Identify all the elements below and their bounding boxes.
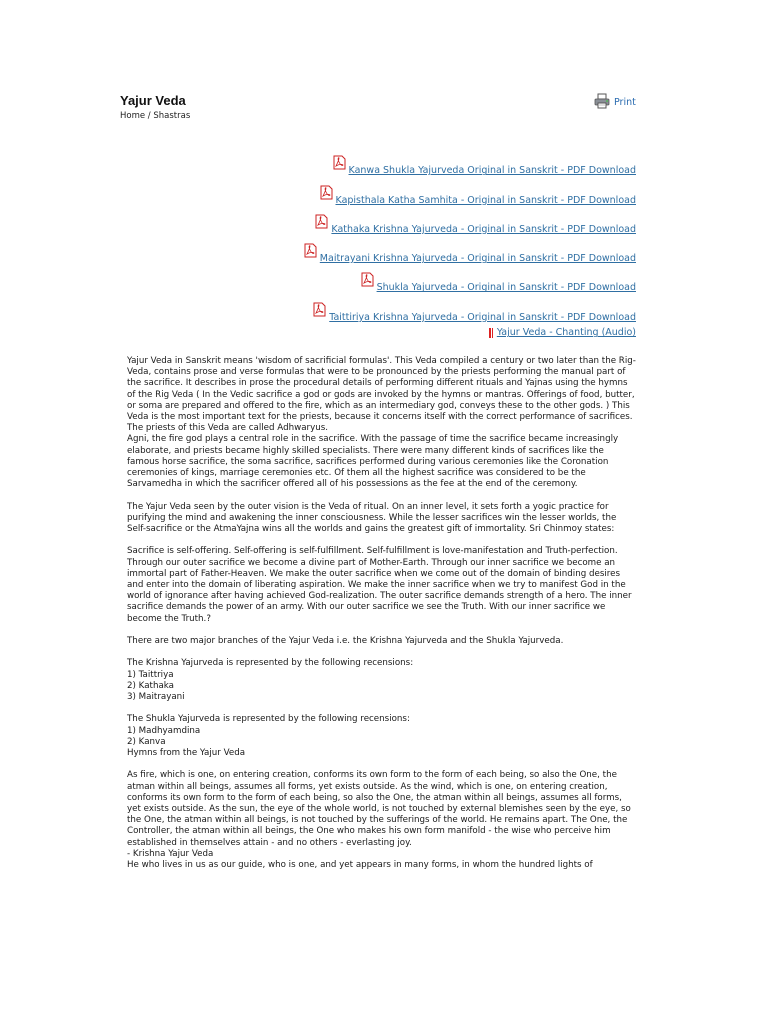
paragraph: There are two major branches of the Yajur Veda i.e. the Krishna Yajurveda and the Shukla Yajurveda.: [127, 636, 564, 647]
list-intro: The Krishna Yajurveda is represented by the following recensions:: [127, 658, 414, 669]
list-intro: The Shukla Yajurveda is represented by the following recensions:: [127, 714, 410, 725]
download-item: [116, 147, 636, 176]
pdf-icon: [361, 272, 374, 291]
pdf-icon: [333, 155, 346, 174]
quote-paragraph: Sacrifice is self-offering. Self-offering is self-fulfillment. Self-fulfillment is love-manifestation and Truth-perfection. Through our outer sacrifice we become a divine part of Mother-Earth. Through our inner sacrifice we become an immortal part of Father-Heaven. We make the outer sacrifice when we come out of the domain of binding desires and enter into the domain of liberating aspiration. We make the inner sacrifice when we try to manifest God in the world of ignorance after having achieved God-realization. The outer sacrifice demands strength of a hero. The inner sacrifice demands the power of an army. With our outer sacrifice we see the Truth. With our inner sacrifice we become the Truth.?: [127, 546, 632, 624]
pdf-icon: [315, 214, 328, 233]
hymn-paragraph: [127, 770, 637, 871]
recension-list-krishna: [127, 658, 637, 703]
download-link-kathaka[interactable]: Kathaka Krishna Yajurveda - Original in Sanskrit - PDF Download: [331, 223, 636, 235]
paragraph: Yajur Veda in Sanskrit means 'wisdom of sacrificial formulas'. This Veda compiled a century or two later than the Rig-Veda, contains prose and verse formulas that were to be pronounced by the priests performing the manual part of the sacrifice. It describes in prose the procedural details of performing different rituals and Yajnas using the hymns of the Rig Veda ( In the Vedic sacrifice a god or gods are invoked by the hymns or mantras. Offerings of food, butter, or soma are prepared and offered to the fire, which as an intermediary god, conveys these to the other gods. ) This Veda is the most important text for the priests, because it concerns itself with the correct performance of sacrifices. The priests of this Veda are called Adhwaryus.: [127, 356, 636, 434]
download-link-kanwa[interactable]: Kanwa Shukla Yajurveda Original in Sanskrit - PDF Download: [348, 165, 636, 177]
download-item: [116, 176, 636, 205]
hymn-source: - Krishna Yajur Veda: [127, 848, 214, 859]
audio-icon: [489, 328, 491, 338]
paragraph: Agni, the fire god plays a central role in the sacrifice. With the passage of time the sacrifice became increasingly elaborate, and priests became highly skilled specialists. There were many different kinds of sacrifices like the famous horse sacrifice, the soma sacrifice, sacrifices performed during various ceremonies like the Coronation ceremonies of kings, marriage ceremonies etc. Of them all the highest sacrifice was considered to be the Sarvamedha in which the sacrificer offered all of his possessions as the fee at the end of the ceremony.: [127, 434, 619, 490]
download-link-kapisthala[interactable]: Kapisthala Katha Samhita - Original in Sanskrit - PDF Download: [335, 194, 636, 206]
list-item: 2) Kathaka: [127, 680, 174, 691]
pdf-icon: [304, 243, 317, 262]
download-link-maitrayani[interactable]: Maitrayani Krishna Yajurveda - Original in Sanskrit - PDF Download: [319, 253, 636, 265]
article-body: [127, 356, 637, 871]
download-item: [116, 264, 636, 293]
paragraph: The Yajur Veda seen by the outer vision is the Veda of ritual. On an inner level, it sets forth a yogic practice for purifying the mind and awakening the inner consciousness. While the lesser sacrifices win the lesser worlds, the Self-sacrifice or the AtmaYajna wins all the worlds and gains the greatest gift of immortality. Sri Chinmoy states:: [127, 501, 617, 535]
hymn-text: As fire, which is one, on entering creation, conforms its own form to the form of each being, so also the One, the atman within all beings, assumes all forms, yet exists outside. As the wind, which is one, on entering creation, conforms its own form to the form of each being, so also the One, the atman within all beings, assumes all forms, yet exists outside. As the sun, the eye of the whole world, is not touched by external blemishes seen by the eye, so the One, the atman within all beings, is not touched by the sufferings of the world. He remains apart. The One, the Controller, the atman within all beings, the One who makes his own form manifold - the wise who perceive him established in themselves attain - and no others - everlasting joy.: [127, 770, 631, 848]
breadcrumb[interactable]: Home / Shastras: [120, 111, 191, 121]
download-item: [116, 293, 636, 322]
download-item: [116, 235, 636, 264]
section-heading: Hymns from the Yajur Veda: [127, 748, 246, 759]
audio-item: [116, 325, 636, 341]
print-label: Print: [614, 97, 636, 108]
print-button[interactable]: [594, 93, 636, 112]
pdf-icon: [320, 185, 333, 204]
download-item: [116, 206, 636, 235]
page-title: Yajur Veda: [120, 93, 186, 108]
list-item: 3) Maitrayani: [127, 692, 185, 703]
hymn-text: He who lives in us as our guide, who is one, and yet appears in many forms, in whom the hundred lights of: [127, 860, 593, 871]
download-link-taittiriya[interactable]: Taittiriya Krishna Yajurveda - Original in Sanskrit - PDF Download: [329, 311, 636, 323]
printer-icon: [594, 93, 614, 112]
download-links: [116, 147, 636, 341]
list-item: 2) Kanva: [127, 736, 166, 747]
audio-link-chanting[interactable]: Yajur Veda - Chanting (Audio): [496, 327, 636, 339]
recension-list-shukla: [127, 714, 637, 759]
list-item: 1) Taittriya: [127, 669, 174, 680]
pdf-icon: [313, 302, 326, 321]
download-link-shukla[interactable]: Shukla Yajurveda - Original in Sanskrit - PDF Download: [376, 282, 636, 294]
list-item: 1) Madhyamdina: [127, 725, 201, 736]
